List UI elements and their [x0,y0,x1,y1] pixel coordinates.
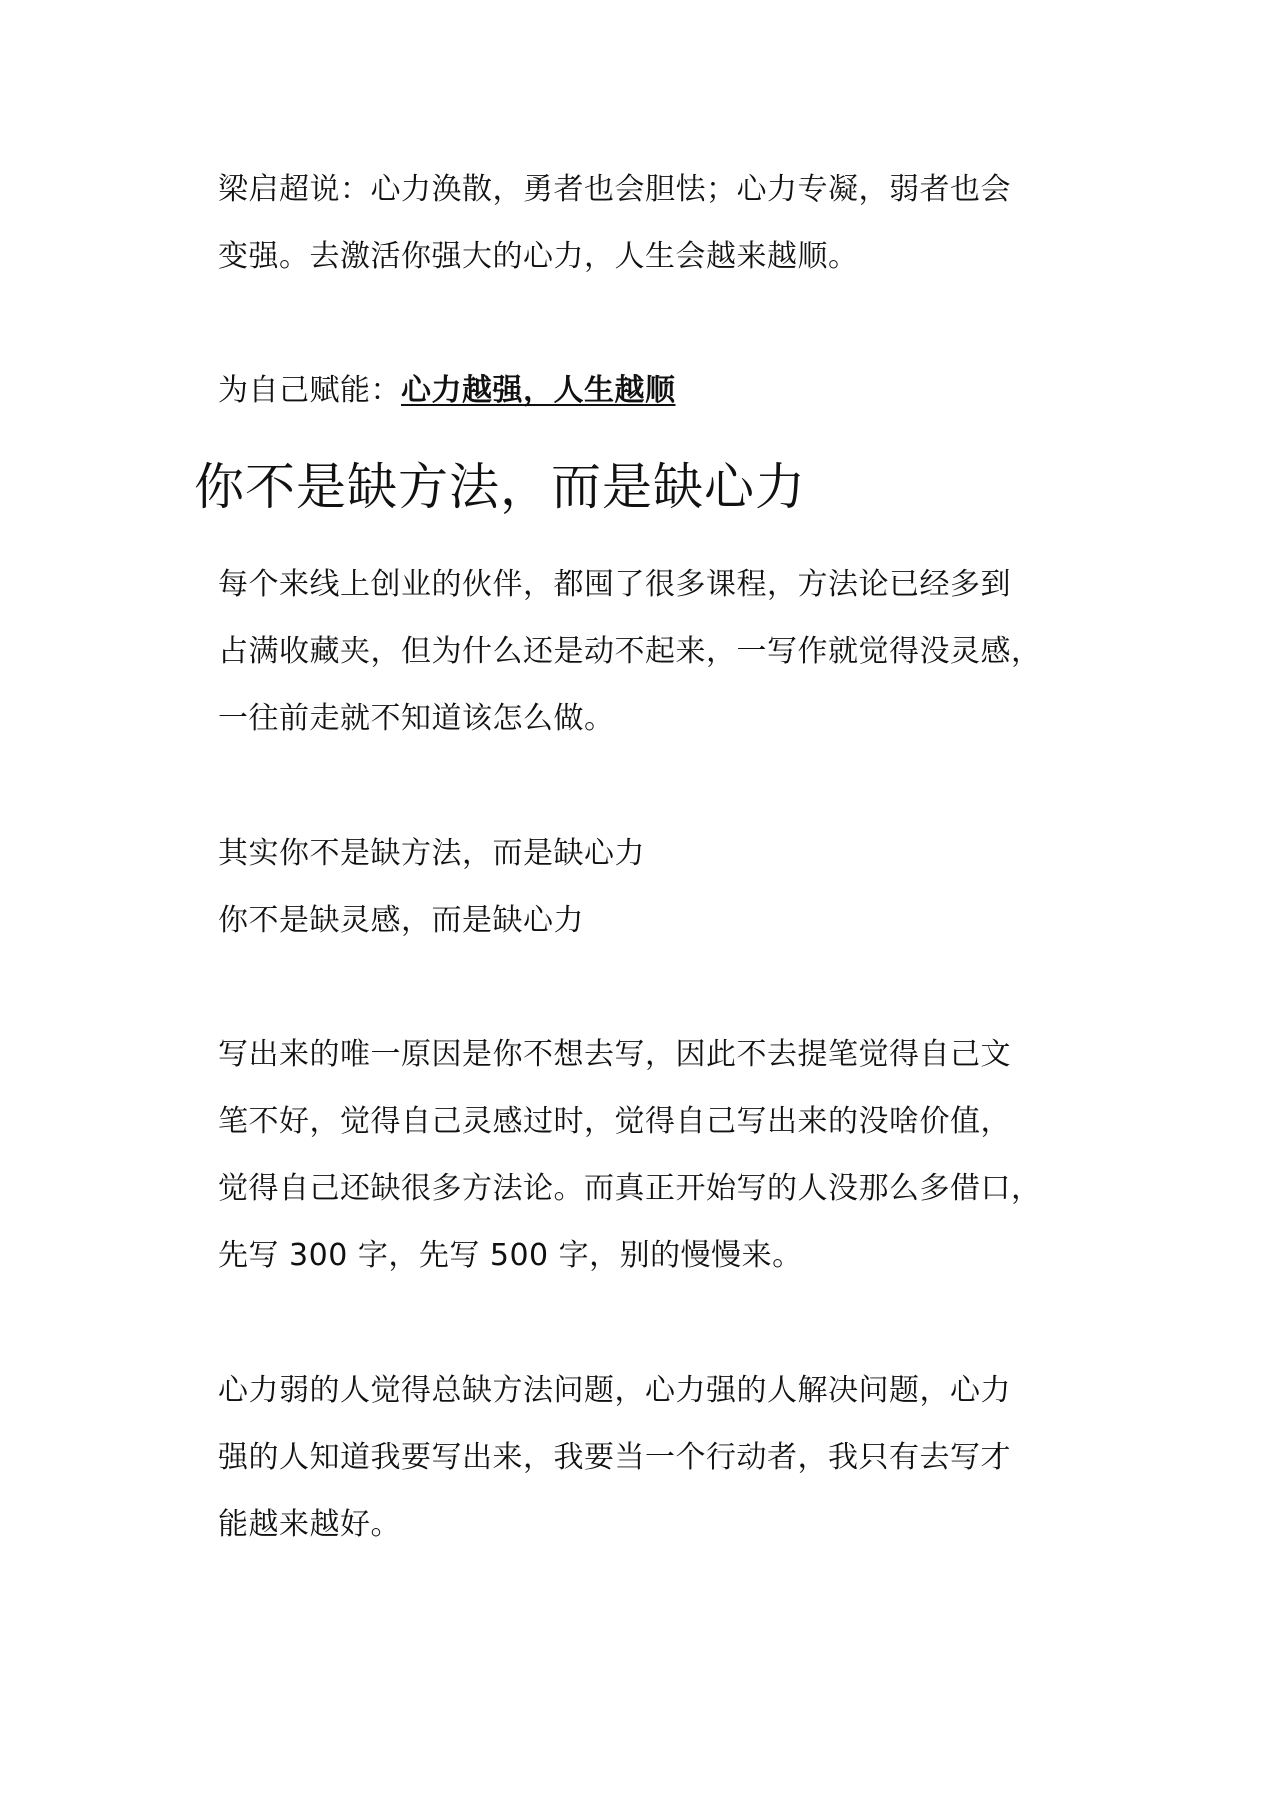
para2-line-1: 其实你不是缺方法，而是缺心力 [218,836,645,871]
empower-line [218,371,1078,411]
para3-line-3: 觉得自己还缺很多方法论。而真正开始写的人没那么多借口， [218,1171,1042,1206]
para3-line-1: 写出来的唯一原因是你不想去写，因此不去提笔觉得自己文 [218,1037,1011,1072]
empower-prefix: 为自己赋能： [218,373,401,408]
empower-emphasis: 心力越强，人生越顺 [401,373,676,408]
para3-line-4: 先写 300 字，先写 500 字，别的慢慢来。 [218,1238,803,1273]
para1-line-3: 一往前走就不知道该怎么做。 [218,701,615,736]
section-heading: 你不是缺方法，而是缺心力 [194,458,806,516]
para2-line-2: 你不是缺灵感，而是缺心力 [218,903,584,938]
intro-line-2: 变强。去激活你强大的心力，人生会越来越顺。 [218,239,859,274]
para3-line-2: 笔不好，觉得自己灵感过时，觉得自己写出来的没啥价值， [218,1104,1011,1139]
para1-line-1: 每个来线上创业的伙伴，都囤了很多课程，方法论已经多到 [218,567,1011,602]
para4-line-2: 强的人知道我要写出来，我要当一个行动者，我只有去写才 [218,1440,1011,1475]
intro-line-1: 梁启超说：心力涣散，勇者也会胆怯；心力专凝，弱者也会 [218,172,1011,207]
para4-line-1: 心力弱的人觉得总缺方法问题，心力强的人解决问题，心力 [218,1373,1011,1408]
para1-line-2: 占满收藏夹，但为什么还是动不起来，一写作就觉得没灵感， [218,634,1042,669]
para4-line-3: 能越来越好。 [218,1507,401,1542]
